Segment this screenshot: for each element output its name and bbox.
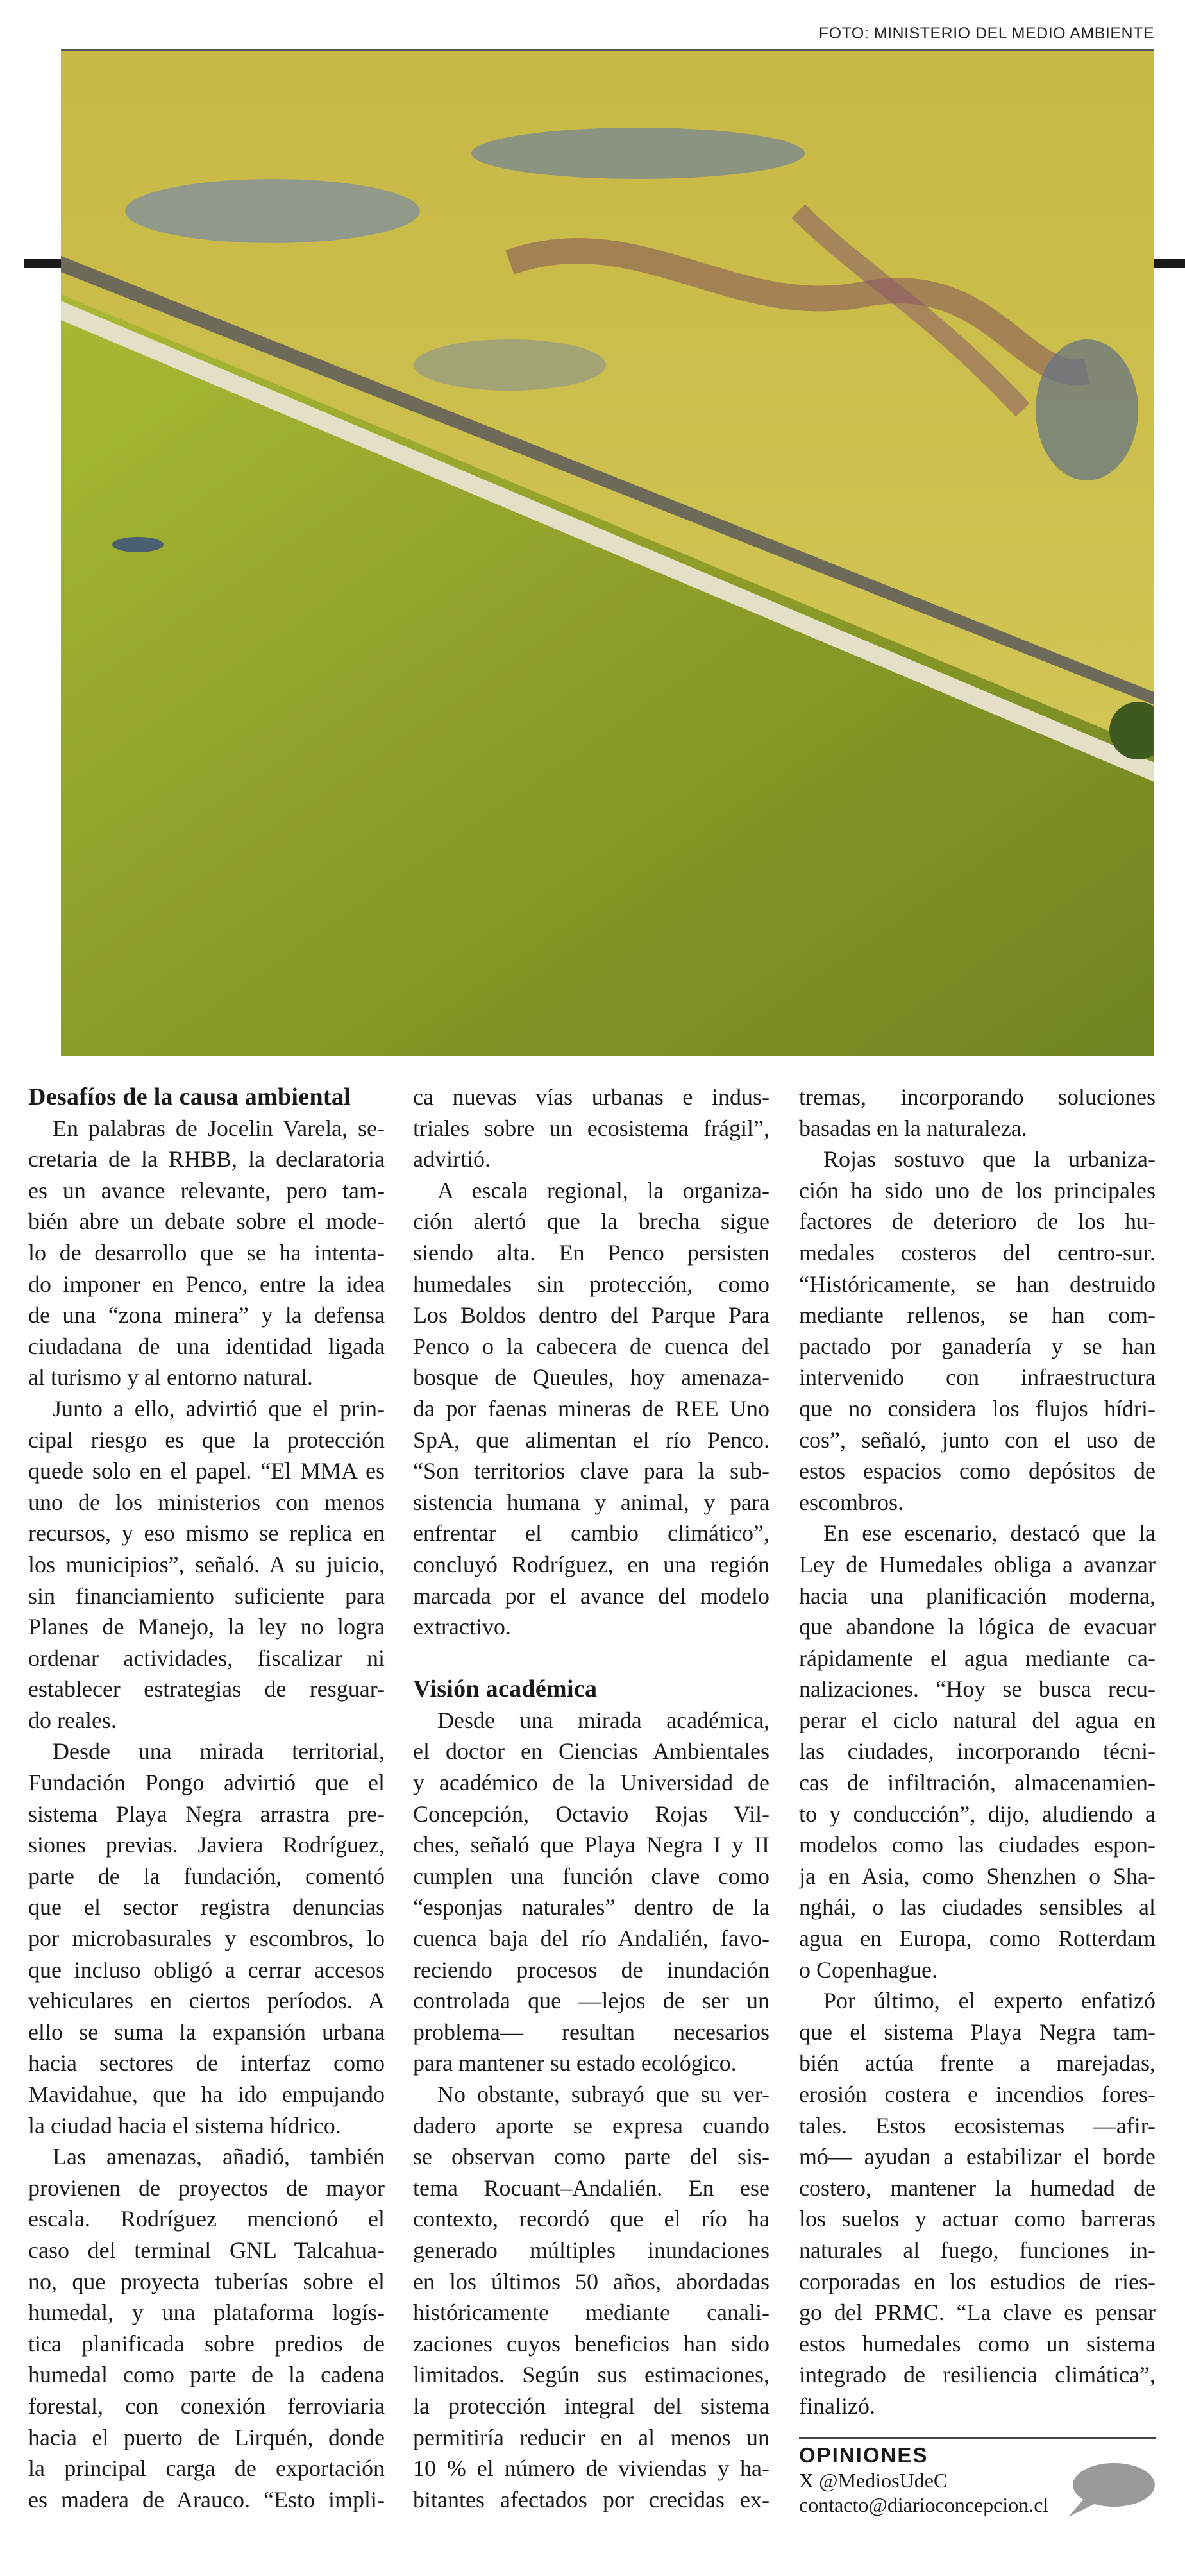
text-line: estos humedales como un sistema (799, 2330, 1156, 2357)
text-line: No obstante, subrayó que su ver- (437, 2081, 769, 2107)
text-line: Por último, el experto enfatizó (823, 1988, 1156, 2014)
text-line: Desde una mirada académica, (437, 1707, 769, 1733)
wetland-aerial-photo (61, 49, 1154, 1056)
text-line: forestal, con conexión ferroviaria (28, 2393, 385, 2419)
text-line: ción alertó que la brecha sigue (413, 1208, 769, 1235)
text-line: las ciudades, incorporando técni- (799, 1738, 1156, 1765)
text-line: provienen de proyectos de mayor (28, 2174, 385, 2201)
text-line: es un avance relevante, pero tam- (28, 1177, 385, 1203)
paragraph (413, 1081, 769, 1175)
text-line: la principal carga de exportación (28, 2455, 385, 2482)
paragraph (413, 1175, 769, 1643)
text-line: da por faenas mineras de REE Uno (413, 1395, 769, 1421)
text-line: “esponjas naturales” dentro de la (413, 1894, 769, 1920)
text-line: o Copenhague. (799, 1956, 937, 1983)
text-line: mediante rellenos, se han com- (799, 1302, 1156, 1328)
text-line: sin financiamiento suficiente para (28, 1582, 385, 1609)
contact-email-link[interactable]: contacto@diarioconcepcion.cl (799, 2493, 1049, 2516)
text-line: dadero aporte se expresa cuando (413, 2112, 769, 2139)
text-line: que el sector registra denuncias (28, 1894, 385, 1920)
text-line: tales. Estos ecosistemas —afir- (799, 2112, 1156, 2139)
spacer (413, 1643, 769, 1674)
section-heading: Desafíos de la causa ambiental (28, 1083, 351, 1110)
text-line: contexto, recordó que el río ha (413, 2206, 769, 2232)
opinions-title: OPINIONES (799, 2443, 929, 2467)
text-line: el doctor en Ciencias Ambientales (413, 1738, 769, 1765)
text-line: sistema Playa Negra arrastra pre- (28, 1801, 385, 1827)
text-line: lo de desarrollo que se ha intenta- (28, 1239, 385, 1266)
text-line: recursos, y eso mismo se replica en (28, 1520, 385, 1546)
text-line: En ese escenario, destacó que la (823, 1520, 1156, 1546)
text-line: al turismo y al entorno natural. (28, 1364, 313, 1391)
paragraph (799, 1985, 1156, 2421)
text-line: problema— resultan necesarios (413, 2019, 769, 2045)
text-line: advirtió. (413, 1146, 491, 1173)
photo-credit: FOTO: MINISTERIO DEL MEDIO AMBIENTE (818, 24, 1154, 42)
text-line: ciudadana de una identidad ligada (28, 1333, 385, 1359)
text-line: ches, señaló que Playa Negra I y II (413, 1832, 769, 1858)
text-line: ello se suma la expansión urbana (28, 2019, 385, 2045)
text-line: quede solo en el papel. “El MMA es (28, 1458, 385, 1484)
paragraph (799, 1081, 1156, 1144)
paragraph (413, 2079, 769, 2515)
text-line: bitantes afectados por crecidas ex- (413, 2486, 769, 2512)
text-line: establecer estrategias de resguar- (28, 1676, 385, 1702)
text-line: medales costeros del centro-sur. (799, 1239, 1156, 1266)
speech-bubble-icon (1066, 2461, 1156, 2518)
text-line: mó— ayudan a estabilizar el borde (799, 2144, 1156, 2170)
text-line: que el sistema Playa Negra tam- (799, 2019, 1156, 2045)
text-line: vehiculares en ciertos períodos. A (28, 1988, 385, 2014)
social-handle-link[interactable]: X @MediosUdeC (799, 2469, 948, 2492)
text-line: go del PRMC. “La clave es pensar (799, 2300, 1156, 2326)
text-line: corporadas en los estudios de ries- (799, 2268, 1156, 2294)
text-line: hacia sectores de interfaz como (28, 2050, 385, 2076)
text-line: basadas en la naturaleza. (799, 1115, 1027, 1141)
article-column-2 (413, 1081, 769, 2515)
text-line: que incluso obligó a cerrar accesos (28, 1956, 385, 1983)
text-line: enfrentar el cambio climático”, (413, 1520, 769, 1546)
paragraph (28, 1393, 385, 1736)
text-line: En palabras de Jocelin Varela, se- (53, 1115, 385, 1141)
text-line: cumplen una función clave como (413, 1863, 769, 1889)
article-column-1 (28, 1081, 385, 2515)
text-line: Concepción, Octavio Rojas Vil- (413, 1801, 769, 1827)
text-line: tica planificada sobre predios de (28, 2330, 385, 2357)
text-line: Los Boldos dentro del Parque Para (413, 1302, 769, 1328)
paragraph (28, 1113, 385, 1393)
text-line: 10 % el número de viviendas y ha- (413, 2455, 769, 2482)
text-line: extractivo. (413, 1614, 511, 1640)
opinions-box (799, 2437, 1156, 2517)
text-line: cretaria de la RHBB, la declaratoria (28, 1146, 385, 1173)
text-line: humedal, y una plataforma logís- (28, 2300, 385, 2326)
text-line: perar el ciclo natural del agua en (799, 1707, 1156, 1733)
text-line: zaciones cuyos beneficios han sido (413, 2330, 769, 2357)
text-line: finalizó. (799, 2393, 875, 2419)
text-line: ción ha sido uno de los principales (799, 1177, 1156, 1203)
section-heading: Visión académica (413, 1675, 598, 1703)
text-line: Ley de Humedales obliga a avanzar (799, 1551, 1156, 1577)
text-line: siendo alta. En Penco persisten (413, 1239, 769, 1266)
text-line: cipal riesgo es que la protección (28, 1427, 385, 1453)
text-line: Planes de Manejo, la ley no logra (28, 1614, 385, 1640)
text-line: de una “zona minera” y la defensa (28, 1302, 385, 1328)
text-line: permitiría reducir en al menos un (413, 2424, 769, 2450)
paragraph (28, 2141, 385, 2515)
text-line: ca nuevas vías urbanas e indus- (413, 1084, 769, 1110)
text-line: generado múltiples inundaciones (413, 2237, 769, 2263)
text-line: humedal como parte de la cadena (28, 2362, 385, 2388)
text-line: bién abre un debate sobre el mode- (28, 1208, 385, 1235)
text-line: escala. Rodríguez mencionó el (28, 2206, 385, 2232)
text-line: Rojas sostuvo que la urbaniza- (823, 1146, 1156, 1173)
text-line: Desde una mirada territorial, (53, 1738, 385, 1765)
text-line: tema Rocuant–Andalién. En ese (413, 2174, 769, 2201)
paragraph (413, 1705, 769, 2079)
text-line: Las amenazas, añadió, también (53, 2144, 385, 2170)
text-line: costero, mantener la humedad de (799, 2174, 1156, 2201)
text-line: los suelos y actuar como barreras (799, 2206, 1156, 2232)
text-line: ordenar actividades, fiscalizar ni (28, 1645, 385, 1671)
text-line: caso del terminal GNL Talcahua- (28, 2237, 385, 2263)
text-line: pactado por ganadería y se han (799, 1333, 1156, 1359)
text-line: limitados. Según sus estimaciones, (413, 2362, 769, 2388)
text-line: cas de infiltración, almacenamien- (799, 1770, 1156, 1796)
text-line: escombros. (799, 1489, 903, 1515)
text-line: A escala regional, la organiza- (437, 1177, 769, 1203)
text-line: erosión costera e incendios fores- (799, 2081, 1156, 2107)
text-line: “Son territorios clave para la sub- (413, 1458, 769, 1484)
text-line: en los últimos 50 años, abordadas (413, 2268, 769, 2294)
text-line: do imponer en Penco, entre la idea (28, 1271, 385, 1297)
text-line: históricamente mediante canali- (413, 2300, 769, 2326)
text-line: que no considera los flujos hídri- (799, 1395, 1156, 1421)
text-line: Penco o la cabecera de cuenca del (413, 1333, 769, 1359)
text-line: intervenido con infraestructura (799, 1364, 1156, 1391)
text-line: por microbasurales y escombros, lo (28, 1926, 385, 1952)
article-column-3 (799, 1081, 1156, 2422)
text-line: do reales. (28, 1707, 117, 1733)
text-line: para mantener su estado ecológico. (413, 2050, 737, 2076)
text-line: bosque de Queules, hoy amenaza- (413, 1364, 769, 1391)
text-line: modelos como las ciudades espon- (799, 1832, 1156, 1858)
text-line: marcada por el avance del modelo (413, 1582, 769, 1609)
text-line: tremas, incorporando soluciones (799, 1084, 1156, 1110)
text-line: siones previas. Javiera Rodríguez, (28, 1832, 385, 1858)
text-line: que abandone la lógica de evacuar (799, 1614, 1156, 1640)
text-line: cuenca baja del río Andalién, favo- (413, 1926, 769, 1952)
paragraph (799, 1144, 1156, 1518)
text-line: se observan como parte del sis- (413, 2144, 769, 2170)
text-line: integrado de resiliencia climática”, (799, 2362, 1156, 2388)
text-line: la protección integral del sistema (413, 2393, 769, 2419)
section-divider-left (24, 259, 61, 268)
text-line: naturales al fuego, funciones in- (799, 2237, 1156, 2263)
text-line: Junto a ello, advirtió que el prin- (53, 1395, 385, 1421)
text-line: Fundación Pongo advirtió que el (28, 1770, 385, 1796)
text-line: agua en Europa, como Rotterdam (799, 1926, 1156, 1952)
text-line: hacia el puerto de Lirquén, donde (28, 2424, 385, 2450)
text-line: reciendo procesos de inundación (413, 1956, 769, 1983)
text-line: los municipios”, señaló. A su juicio, (28, 1551, 385, 1577)
text-line: es madera de Arauco. “Esto impli- (28, 2486, 385, 2512)
text-line: SpA, que alimentan el río Penco. (413, 1427, 769, 1453)
text-line: ja en Asia, como Shenzhen o Sha- (799, 1863, 1156, 1889)
text-line: “Históricamente, se han destruido (799, 1271, 1156, 1297)
text-line: y académico de la Universidad de (413, 1770, 769, 1796)
text-line: humedales sin protección, como (413, 1271, 769, 1297)
paragraph (28, 1736, 385, 2141)
text-line: triales sobre un ecosistema frágil”, (413, 1115, 769, 1141)
text-line: la ciudad hacia el sistema hídrico. (28, 2112, 341, 2139)
paragraph (799, 1518, 1156, 1985)
text-line: hacia una planificación moderna, (799, 1582, 1156, 1609)
text-line: estos espacios como depósitos de (799, 1458, 1156, 1484)
text-line: cos”, señaló, junto con el uso de (799, 1427, 1156, 1453)
text-line: rápidamente el agua mediante ca- (799, 1645, 1156, 1671)
text-line: no, que proyecta tuberías sobre el (28, 2268, 385, 2294)
section-divider-right (1154, 259, 1185, 268)
text-line: Mavidahue, que ha ido empujando (28, 2081, 385, 2107)
text-line: controlada que —lejos de ser un (413, 1988, 769, 2014)
text-line: bién actúa frente a marejadas, (799, 2050, 1156, 2076)
text-line: factores de deterioro de los hu- (799, 1208, 1156, 1235)
text-line: nghái, o las ciudades sensibles al (799, 1894, 1156, 1920)
text-line: parte de la fundación, comentó (28, 1863, 385, 1889)
text-line: concluyó Rodríguez, en una región (413, 1551, 769, 1577)
text-line: uno de los ministerios con menos (28, 1489, 385, 1515)
text-line: sistencia humana y animal, y para (413, 1489, 769, 1515)
text-line: to y conducción”, dijo, aludiendo a (799, 1801, 1156, 1827)
text-line: nalizaciones. “Hoy se busca recu- (799, 1676, 1156, 1702)
